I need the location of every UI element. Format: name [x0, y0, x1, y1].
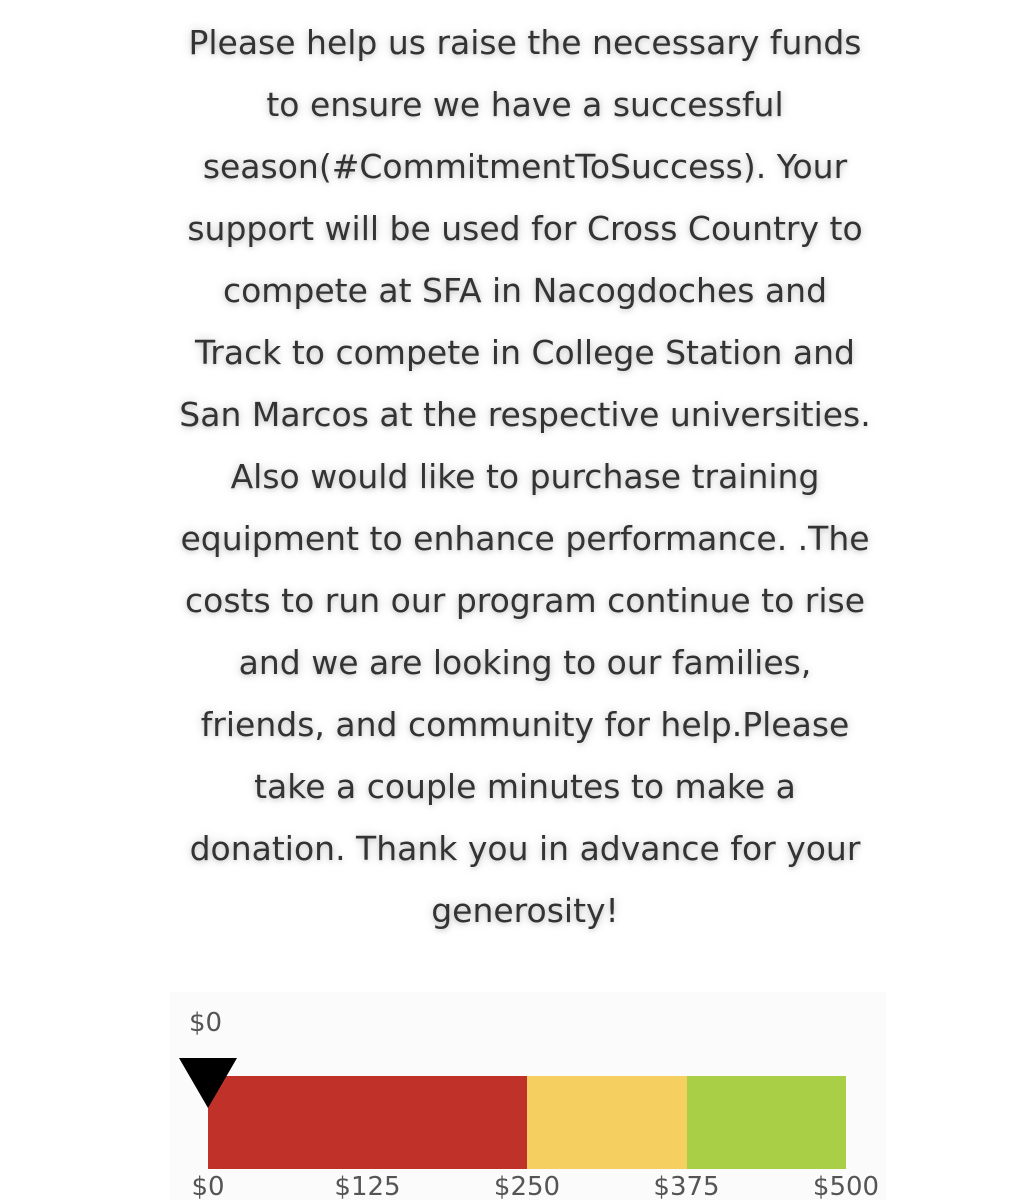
- message-line: support will be used for Cross Country to: [187, 209, 863, 248]
- message-line: take a couple minutes to make a: [254, 767, 796, 806]
- fundraising-gauge: [170, 992, 886, 1200]
- message-line: costs to run our program continue to rise: [185, 581, 865, 620]
- current-amount-marker-icon: [179, 1058, 237, 1108]
- message-line: Track to compete in College Station and: [195, 333, 855, 372]
- message-line: equipment to enhance performance. .The: [180, 519, 870, 558]
- gauge-tick-label: $500: [812, 1172, 880, 1200]
- gauge-tick-label: $375: [653, 1172, 720, 1200]
- message-line: season(#CommitmentToSuccess). Your: [202, 147, 848, 186]
- current-amount-label: $0: [189, 1008, 223, 1038]
- gauge-tick-labels: [170, 1172, 886, 1200]
- gauge-bar: [208, 1076, 846, 1169]
- gauge-segment-1: [527, 1076, 687, 1169]
- message-line: to ensure we have a successful: [266, 85, 784, 124]
- message-line: Please help us raise the necessary funds: [188, 23, 862, 62]
- gauge-tick-label: $250: [493, 1172, 561, 1200]
- message-line: Also would like to purchase training: [230, 457, 820, 496]
- fundraiser-message: [110, 12, 940, 942]
- message-line: compete at SFA in Nacogdoches and: [222, 271, 828, 310]
- gauge-segment-0: [208, 1076, 527, 1169]
- gauge-tick-label: $0: [191, 1172, 225, 1200]
- gauge-segment-2: [687, 1076, 847, 1169]
- message-line: friends, and community for help.Please: [200, 705, 850, 744]
- message-line: and we are looking to our families,: [238, 643, 812, 682]
- message-line: donation. Thank you in advance for your: [189, 829, 861, 868]
- message-line: generosity!: [431, 891, 619, 930]
- gauge-tick-label: $125: [334, 1172, 401, 1200]
- message-line: San Marcos at the respective universities.: [179, 395, 871, 434]
